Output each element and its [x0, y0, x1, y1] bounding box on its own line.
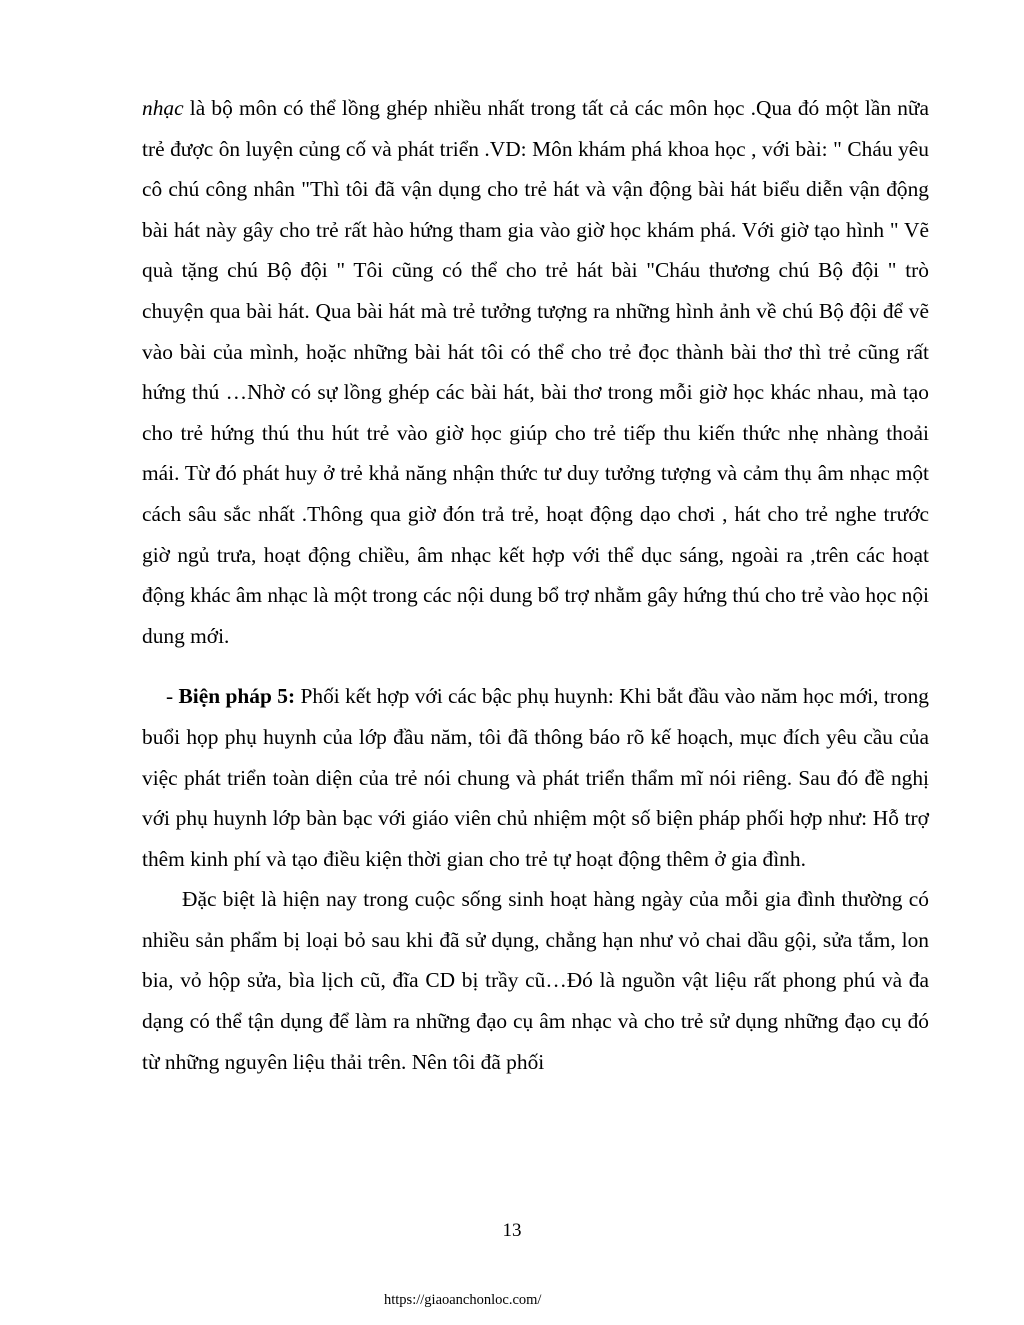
paragraph-music-integration — [142, 88, 929, 656]
paragraph-measure-5 — [142, 676, 929, 879]
paragraph-text: Phối kết hợp với các bậc phụ huynh: Khi bắt đầu vào năm học mới, trong buổi họp phụ huynh của lớp đầu năm, tôi đã thông báo rõ kế hoạch, mục đích yêu cầu của việc phát triển toàn diện của trẻ nói chung và phát triển thẩm mĩ nói riêng. Sau đó đề nghị với phụ huynh lớp bàn bạc với giáo viên chủ nhiệm một số biện pháp phối hợp như: Hỗ trợ thêm kinh phí và tạo điều kiện thời gian cho trẻ tự hoạt động thêm ở gia đình. — [142, 684, 930, 871]
paragraph-recycled-materials — [142, 879, 929, 1082]
measure-label: Biện pháp 5: — [178, 684, 296, 709]
footer-url: https://giaoanchonloc.com/ — [384, 1292, 542, 1308]
page-number: 13 — [502, 1220, 522, 1241]
paragraph-text: là bộ môn có thể lồng ghép nhiều nhất trong tất cả các môn học .Qua đó một lần nữa trẻ được ôn luyện củng cố và phát triển .VD: Môn khám phá khoa học , với bài: " Cháu yêu cô chú công nhân "Thì tôi đã vận dụng cho trẻ hát và vận động bài hát biểu diễn vận động bài hát này gây cho trẻ rất hào hứng tham gia vào giờ học khám phá. Với giờ tạo hình " Vẽ quà tặng chú Bộ đội " Tôi cũng có thể cho trẻ hát bài "Cháu thương chú Bộ đội " trò chuyện qua bài hát. Qua bài hát mà trẻ tưởng tượng ra những hình ảnh về chú Bộ đội để vẽ vào bài của mình, hoặc những bài hát tôi có thể cho trẻ đọc thành bài thơ thì trẻ cũng rất hứng thú …Nhờ có sự lồng ghép các bài hát, bài thơ trong mỗi giờ học khác nhau, mà tạo cho trẻ hứng thú thu hút trẻ vào giờ học giúp cho trẻ tiếp thu kiến thức nhẹ nhàng thoải mái. Từ đó phát huy ở trẻ khả năng nhận thức tư duy tưởng tượng và cảm thụ âm nhạc một cách sâu sắc nhất .Thông qua giờ đón trả trẻ, hoạt động dạo chơi , hát cho trẻ nghe trước giờ ngủ trưa, hoạt động chiều, âm nhạc kết hợp với thể dục sáng, ngoài ra ,trên các hoạt động khác âm nhạc là một trong các nội dung bổ trợ nhằm gây hứng thú cho trẻ vào học nội dung mới. — [142, 96, 929, 648]
body-text — [142, 88, 929, 1082]
list-dash: - — [166, 684, 179, 709]
italic-lead-word: nhạc — [142, 96, 184, 120]
paragraph-text: Đặc biệt là hiện nay trong cuộc sống sinh hoạt hàng ngày của mỗi gia đình thường có nhiều sản phẩm bị loại bỏ sau khi đã sử dụng, chẳng hạn như vỏ chai dầu gội, sửa tắm, lon bia, vỏ hộp sửa, bìa lịch cũ, đĩa CD bị trầy cũ…Đó là nguồn vật liệu rất phong phú và đa dạng có thể tận dụng để làm ra những đạo cụ âm nhạc và cho trẻ sử dụng những đạo cụ đó từ những nguyên liệu thải trên. Nên tôi đã phối — [142, 887, 929, 1074]
